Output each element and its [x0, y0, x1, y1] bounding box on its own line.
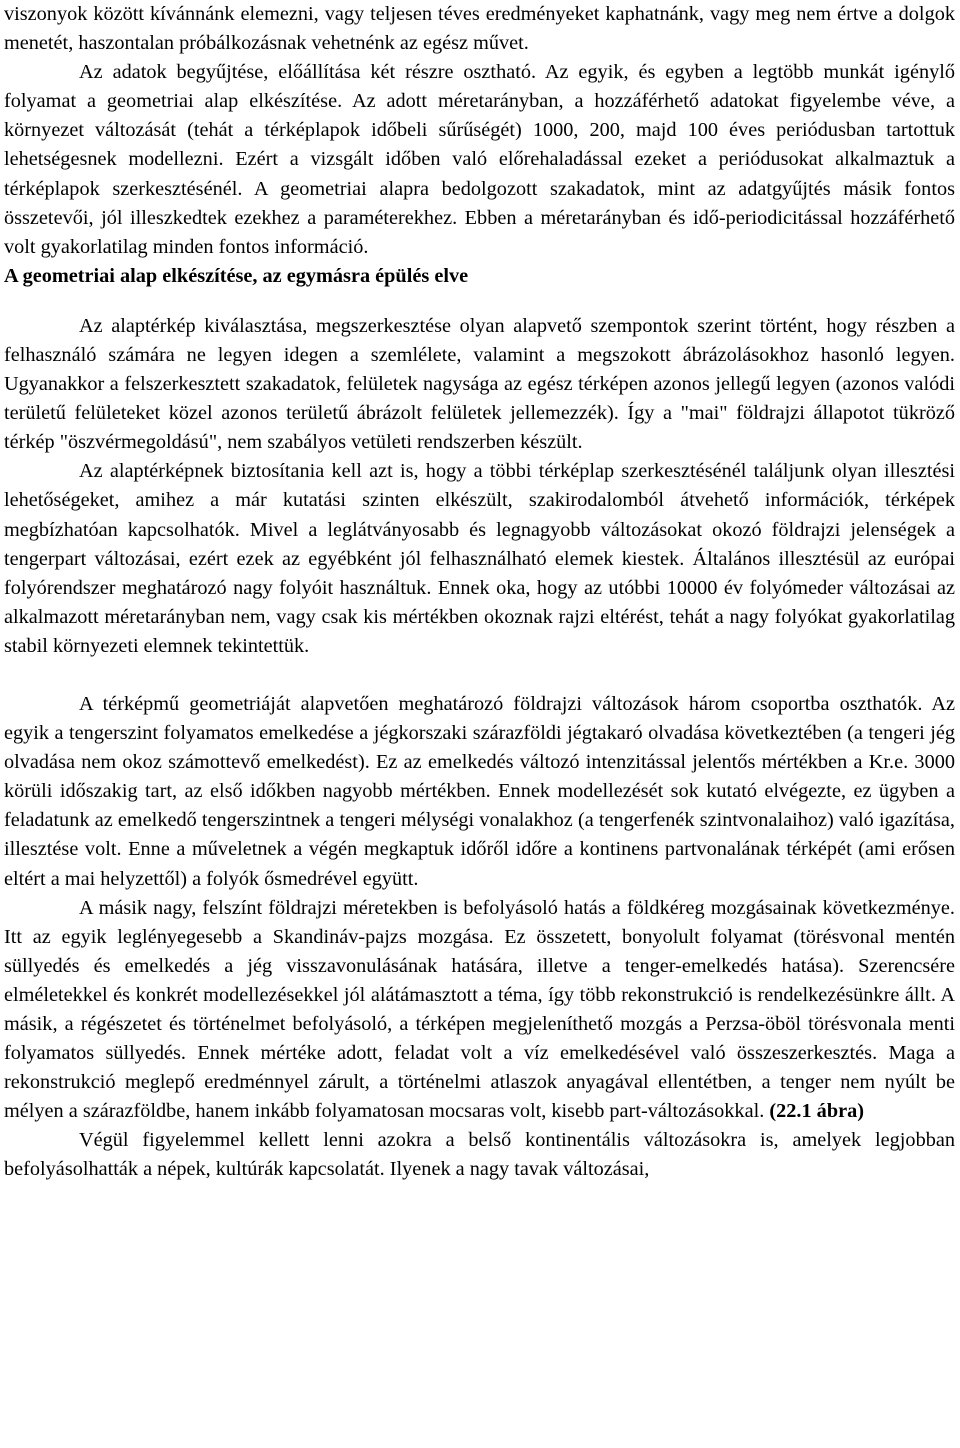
paragraph-continued: viszonyok között kívánnánk elemezni, vagy teljesen téves eredményeket kaphatnánk, vagy meg nem értve a dolgok menetét, haszontalan próbálkozásnak vehetnénk az egész művet. [4, 3, 955, 55]
paragraph-crust-movements [4, 894, 955, 1127]
section-heading: A geometriai alap elkészítése, az egymásra épülés elve [4, 264, 469, 287]
figure-reference: (22.1 ábra) [769, 1100, 864, 1123]
paragraph-base-map: Az alaptérkép kiválasztása, megszerkesztése olyan alapvető szempontok szerint történt, hogy részben a felhasználó számára ne legyen idegen a szemlélete, valamint a megszokott ábrázolásokhoz hasonló legyen. Ugyanakkor a felszerkesztett szakadatok, felületek nagysága az egész térképen azonos jellegű legyen (azonos valódi területű felületeket közel azonos területű ábrázolt felületek jellemezzék). Így a "mai" földrajzi állapotot tükröző térkép "öszvérmegoldású", nem szabályos vetületi rendszerben készült. [4, 314, 955, 454]
paragraph-crust-movements-text: A másik nagy, felszínt földrajzi méretekben is befolyásoló hatás a földkéreg mozgásainak következménye. Itt az egyik leglényegesebb a Skandináv-pajzs mozgása. Ez összetett, bonyolult folyamat (törésvonal mentén süllyedés és emelkedés a jég visszavonulásának hatására, illetve a tenger-emelkedés hatása). Szerencsére elméletekkel és konkrét modellezésekkel jól alátámasztott a téma, így több rekonstrukció is rendelkezésünkre állt. A másik, a régészetet és történelmet befolyásoló, a térképen megjeleníthető mozgás a Perzsa-öböl törésvonala menti folyamatos süllyedés. Ennek mértéke adott, feladat volt a víz emelkedésével való összeszerkesztés. Maga a rekonstrukció meglepő eredménnyel zárult, a történelmi atlaszok anyagával ellentétben, a tenger nem nyúlt be mélyen a szárazföldbe, hanem inkább folyamatosan mocsaras volt, kisebb part-változásokkal. [4, 896, 955, 1123]
paragraph-continental-changes: Végül figyelemmel kellett lenni azokra a belső kontinentális változásokra is, amelyek legjobban befolyásolhatták a népek, kultúrák kapcsolatát. Ilyenek a nagy tavak változásai, [4, 1129, 955, 1181]
paragraph-geographic-changes: A térképmű geometriáját alapvetően meghatározó földrajzi változások három csoportba oszthatók. Az egyik a tengerszint folyamatos emelkedése a jégkorszaki szárazföldi jégtakaró olvadása következtében (a tengeri jég olvadása nem okoz számottevő emelkedést). Ez az emelkedés változó intenzitással jelentős mértékben a Kr.e. 3000 körüli időszakig tart, az első időkben nagyobb mértékben. Ennek modellezését sok kutató elvégezte, ez ügyben a feladatunk az emelkedő tengerszintnek a tengeri mélységi vonalakhoz (a tengerfenék szintvonalaihoz) való igazítása, illesztése volt. Enne a műveletnek a végén megkaptuk időről időre a kontinens partvonalának térképét (ami erősen eltért a mai helyzettől) a folyók ősmedrével együtt. [4, 692, 955, 890]
paragraph-alignment: Az alaptérképnek biztosítania kell azt is, hogy a többi térképlap szerkesztésénél találjunk olyan illesztési lehetőségeket, amihez a már kutatási szinten elkészült, szakirodalomból átvehető információk, térképek megbízhatóan kapcsolhatók. Mivel a leglátványosabb és legnagyobb változásokat okozó földrajzi jelenségek a tengerpart változásai, ezért ezek az egyébként jól felhasználható elemek kiestek. Általános illesztésül az európai folyórendszer meghatározó nagy folyóit használtuk. Ennek oka, hogy az utóbbi 10000 év folyómeder változásai az alkalmazott méretarányban nem, vagy csak kis mértékben okoznak rajzi eltérést, tehát a nagy folyókat gyakorlatilag stabil környezeti elemnek tekintettük. [4, 460, 955, 657]
paragraph-data-collection: Az adatok begyűjtése, előállítása két részre osztható. Az egyik, és egyben a legtöbb munkát igénylő folyamat a geometriai alap elkészítése. Az adott méretarányban, a hozzáférhető adatokat figyelembe véve, a környezet változását (tehát a térképlapok időbeli sűrűségét) 1000, 200, majd 100 éves periódusban tartottuk lehetségesnek modellezni. Ezért a vizsgált időben való előrehaladással ezeket a periódusokat alkalmaztuk a térképlapok szerkesztésénél. A geometriai alapra bedolgozott szakadatok, mint az adatgyűjtés másik fontos összetevői, jól illeszkedtek ezekhez a paraméterekhez. Ebben a méretarányban és idő-periodicitással hozzáférhető volt gyakorlatilag minden fontos információ. [4, 61, 955, 258]
